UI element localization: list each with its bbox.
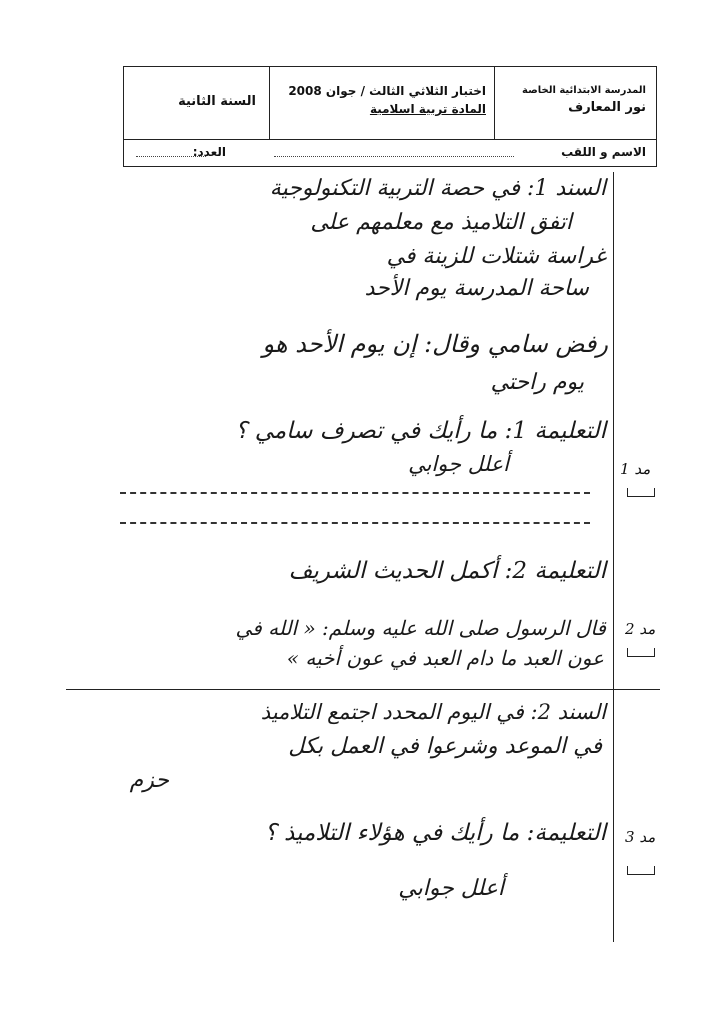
- name-label: الاسم و اللقب: [561, 145, 646, 159]
- mark-criterion-2: مد 2: [625, 620, 656, 638]
- text-line: رفض سامي وقال: إن يوم الأحد هو: [262, 330, 608, 358]
- text-line: السند 1: في حصة التربية التكنولوجية: [269, 176, 606, 201]
- answer-line: [120, 492, 590, 494]
- mark-criterion-1: مد 1: [620, 460, 651, 478]
- mark-box: [627, 866, 655, 875]
- exam-info: [286, 84, 486, 116]
- header-table: [123, 66, 657, 167]
- mark-criterion-3: مد 3: [625, 828, 656, 846]
- hadith-line: عون العبد ما دام العبد في عون أخيه »: [286, 646, 604, 670]
- header-divider: [269, 67, 270, 140]
- text-line: في الموعد وشرعوا في العمل بكل: [288, 734, 602, 759]
- name-field-line: [274, 156, 514, 157]
- exam-subject: المادة تربية اسلامية: [369, 102, 486, 116]
- text-line: ساحة المدرسة يوم الأحد: [364, 276, 589, 301]
- instruction-1-justify: أعلل جوابي: [408, 452, 509, 476]
- text-line: يوم راحتي: [490, 370, 584, 395]
- header-divider: [124, 139, 656, 140]
- instruction-1: التعليمة 1: ما رأيك في تصرف سامي ؟: [235, 418, 606, 444]
- answer-line: [120, 522, 590, 524]
- exam-title: اختبار الثلاثي الثالث / جوان 2008: [288, 84, 486, 98]
- grade-level: السنة الثانية: [178, 94, 256, 109]
- score-label: العدد:: [192, 145, 226, 159]
- text-line: حزم: [129, 768, 169, 793]
- mark-box: [627, 488, 655, 497]
- score-field-line: [136, 156, 206, 157]
- instruction-3: التعليمة: ما رأيك في هؤلاء التلاميذ ؟: [264, 820, 606, 846]
- hadith-line: قال الرسول صلى الله عليه وسلم: « الله في: [235, 616, 606, 640]
- school-line-1: المدرسة الابتدائية الخاصة: [522, 85, 646, 96]
- text-line: اتفق التلاميذ مع معلمهم على: [310, 210, 572, 235]
- header-divider: [494, 67, 495, 140]
- margin-line: [613, 172, 614, 942]
- text-line: غراسة شتلات للزينة في: [386, 244, 606, 269]
- instruction-2: التعليمة 2: أكمل الحديث الشريف: [288, 558, 606, 584]
- instruction-3-justify: أعلل جوابي: [398, 876, 504, 901]
- section-separator: [66, 689, 660, 690]
- school-name: [506, 84, 646, 115]
- text-line: السند 2: في اليوم المحدد اجتمع التلاميذ: [260, 700, 606, 724]
- school-line-2: نور المعارف: [568, 100, 646, 115]
- mark-box: [627, 648, 655, 657]
